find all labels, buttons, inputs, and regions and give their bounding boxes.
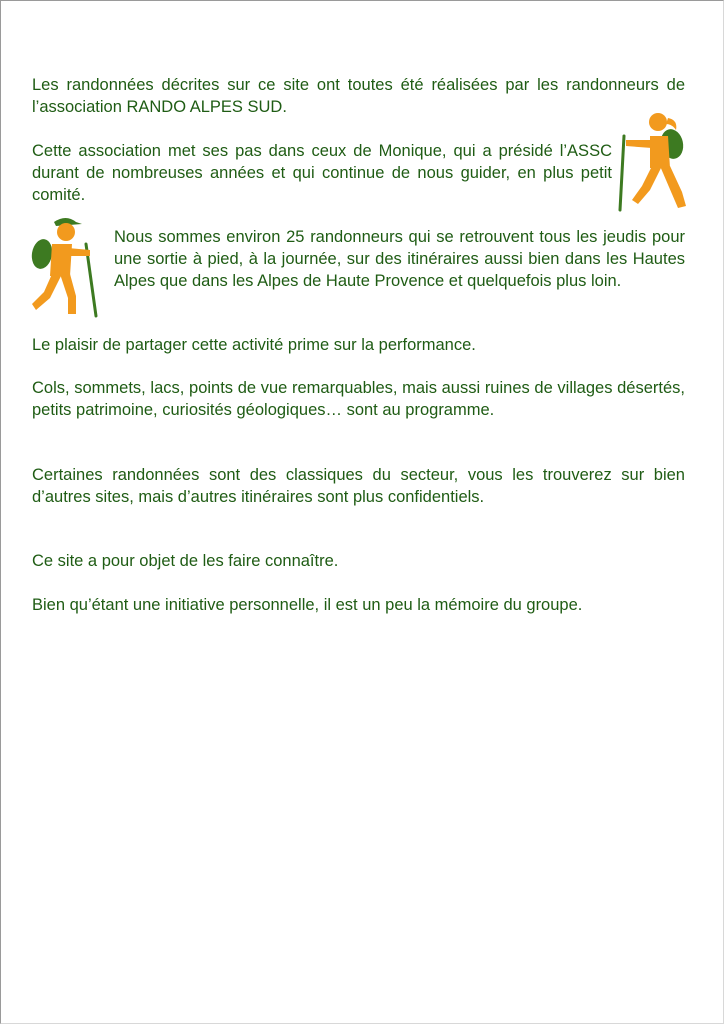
paragraph-program: Cols, sommets, lacs, points de vue remarquables, mais aussi ruines de villages désertés, petits patrimoine, curiosités géologiques… sont au programme. [32, 379, 685, 419]
hiker-male-icon [26, 212, 106, 320]
paragraph-intro: Les randonnées décrites sur ce site ont toutes été réalisées par les randonneurs de l’association RANDO ALPES SUD. [32, 76, 685, 116]
hiker-female-icon [612, 106, 690, 214]
paragraph-pleasure: Le plaisir de partager cette activité prime sur la performance. [32, 336, 476, 354]
paragraph-purpose: Ce site a pour objet de les faire connaître. [32, 552, 339, 570]
paragraph-memory: Bien qu’étant une initiative personnelle, il est un peu la mémoire du groupe. [32, 596, 583, 614]
paragraph-classics: Certaines randonnées sont des classiques du secteur, vous les trouverez sur bien d’autres sites, mais d’autres itinéraires sont plus confidentiels. [32, 466, 685, 506]
paragraph-group: Nous sommes environ 25 randonneurs qui se retrouvent tous les jeudis pour une sortie à pied, à la journée, sur des itinéraires aussi bien dans les Hautes Alpes que dans les Alpes de Haute Provence et quelquefois plus loin. [114, 228, 685, 290]
paragraph-association: Cette association met ses pas dans ceux de Monique, qui a présidé l’ASSC durant de nombreuses années et qui continue de nous guider, en plus petit comité. [32, 142, 612, 204]
